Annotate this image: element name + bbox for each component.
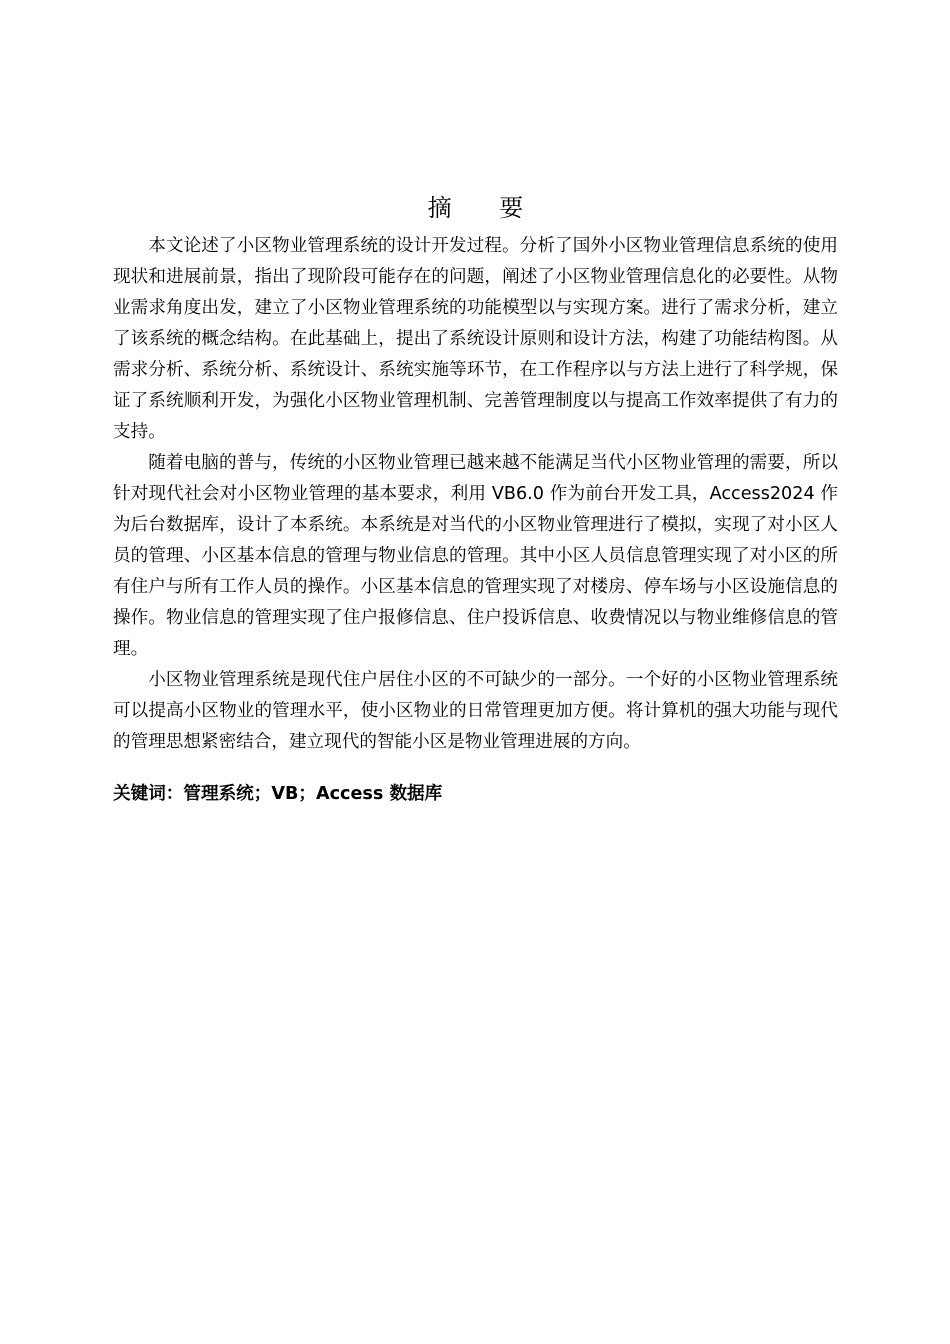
keywords-line: 关键词：管理系统；VB；Access 数据库 [113,784,443,804]
abstract-paragraph-3: 小区物业管理系统是现代住户居住小区的不可缺少的一部分。一个好的小区物业管理系统可以提高小区物业的管理水平，使小区物业的日常管理更加方便。将计算机的强大功能与现代的管理思想紧密结合，建立现代的智能小区是物业管理进展的方向。 [113,670,838,752]
abstract-paragraph-2: 随着电脑的普与，传统的小区物业管理已越来越不能满足当代小区物业管理的需要，所以针对现代社会对小区物业管理的基本要求，利用 VB6.0 作为前台开发工具，Access2024 作为后台数据库，设计了本系统。本系统是对当代的小区物业管理进行了模拟，实现了对小区人员的管理、小区基本信息的管理与物业信息的管理。其中小区人员信息管理实现了对小区的所有住户与所有工作人员的操作。小区基本信息的管理实现了对楼房、停车场与小区设施信息的操作。物业信息的管理实现了住户报修信息、住户投诉信息、收费情况以与物业维修信息的管理。 [113,453,838,659]
abstract-paragraph-1: 本文论述了小区物业管理系统的设计开发过程。分析了国外小区物业管理信息系统的使用现状和进展前景，指出了现阶段可能存在的问题，阐述了小区物业管理信息化的必要性。从物业需求角度出发，建立了小区物业管理系统的功能模型以与实现方案。进行了需求分析，建立了该系统的概念结构。在此基础上，提出了系统设计原则和设计方法，构建了功能结构图。从需求分析、系统分析、系统设计、系统实施等环节，在工作程序以与方法上进行了科学规，保证了系统顺利开发，为强化小区物业管理机制、完善管理制度以与提高工作效率提供了有力的支持。 [113,236,838,442]
abstract-title: 摘 要 [427,194,544,222]
abstract-section [113,191,838,810]
